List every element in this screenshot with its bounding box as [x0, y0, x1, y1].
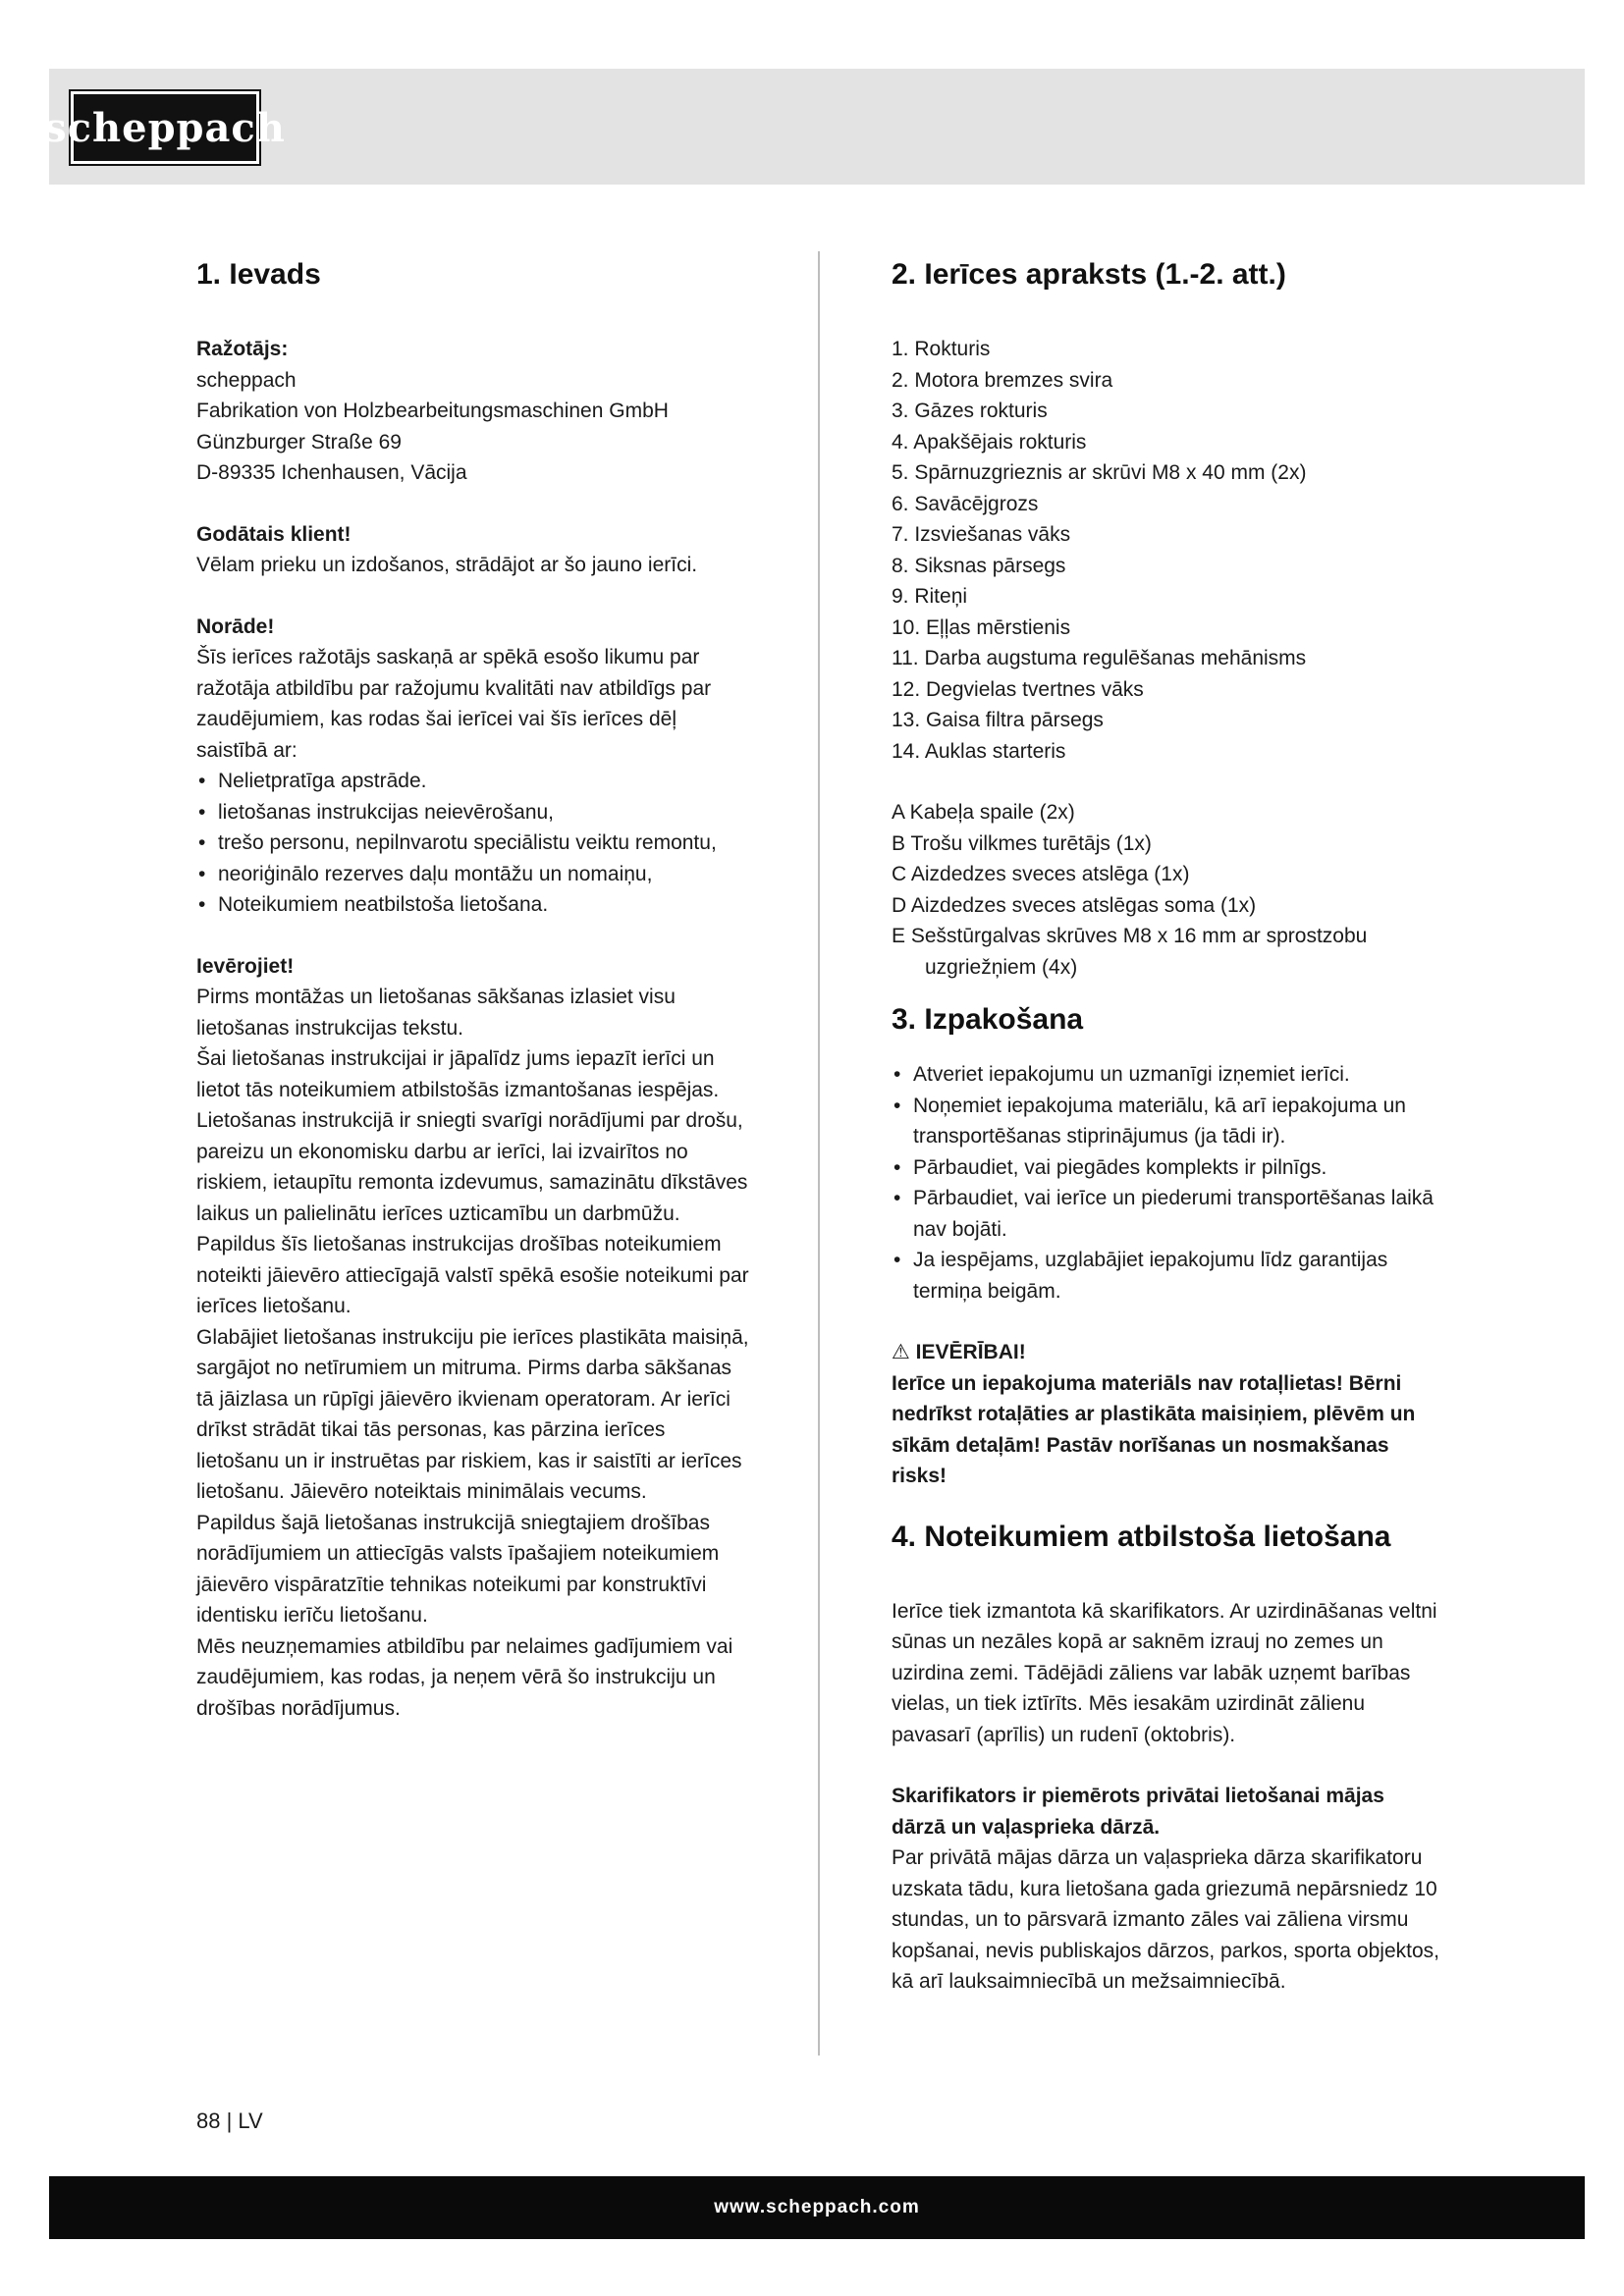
list-item: • Noņemiet iepakojuma materiālu, kā arī iepakojuma un transportēšanas stiprinājumus (ja tādi ir).: [892, 1091, 1441, 1152]
list-item: 1. Rokturis: [892, 338, 991, 360]
warning-heading: [892, 1337, 1441, 1368]
list-item: 7. Izsviešanas vāks: [892, 523, 1071, 546]
right-column: [892, 251, 1441, 1998]
list-item: • Atveriet iepakojumu un uzmanīgi izņemiet ierīci.: [892, 1059, 1441, 1091]
private-use-label: Skarifikators ir piemērots privātai lietošanai mājas dārzā un vaļasprieka dārzā.: [892, 1785, 1384, 1839]
list-item: 2. Motora bremzes svira: [892, 368, 1113, 392]
list-item: • lietošanas instrukcijas neievērošanu,: [196, 797, 752, 828]
greeting-label: Godātais klient!: [196, 522, 352, 546]
section-1-title: 1. Ievads: [196, 258, 321, 291]
list-item: C Aizdedzes sveces atslēga (1x): [892, 863, 1190, 885]
column-divider: [818, 251, 820, 2056]
list-item: E Sešstūrgalvas skrūves M8 x 16 mm ar sprostzobu: [892, 925, 1368, 947]
manufacturer-line: scheppach: [196, 368, 297, 392]
list-item: 11. Darba augstuma regulēšanas mehānisms: [892, 647, 1307, 669]
list-item: 9. Riteņi: [892, 585, 968, 608]
section-4-title: 4. Noteikumiem atbilstoša lietošana: [892, 1520, 1391, 1553]
section-2-title: 2. Ierīces apraksts (1.-2. att.): [892, 258, 1286, 291]
left-column: [196, 251, 752, 1724]
brand-logo: scheppach: [71, 91, 259, 164]
note-text: Šīs ierīces ražotājs saskaņā ar spēkā esošo likumu par ražotāja atbildību par ražojumu kvalitāti nav atbildīgs par zaudējumiem, kas rodas šai ierīcei vai šīs ierīces dēļ saistībā ar:: [196, 646, 712, 762]
footer-band: [49, 2176, 1585, 2239]
accessories-list: [892, 797, 1441, 983]
manufacturer-line: Fabrikation von Holzbearbeitungsmaschinen GmbH: [196, 400, 669, 422]
list-item: • Pārbaudiet, vai ierīce un piederumi transportēšanas laikā nav bojāti.: [892, 1183, 1441, 1245]
warning-title: IEVĒRĪBAI!: [915, 1341, 1026, 1363]
attention-paragraph: Lietošanas instrukcijā ir sniegti svarīgi norādījumi par drošu, pareizu un ekonomisku darbu ar ierīci, lai izvairītos no riskiem, ietaupītu remonta izdevumus, samazinātu dīkstāves laikus un palielinātu ierīces uzticamību un darbmūžu.: [196, 1109, 748, 1225]
attention-paragraph: Šai lietošanas instrukcijai ir jāpalīdz jums iepazīt ierīci un lietot tās noteikumiem atbilstošās izmantošanas iespējas.: [196, 1047, 720, 1101]
manufacturer-line: Günzburger Straße 69: [196, 430, 402, 454]
list-item: A Kabeļa spaile (2x): [892, 801, 1075, 824]
private-use-text: Par privātā mājas dārza un vaļasprieka dārza skarifikatoru uzskata tādu, kura lietošana gada griezumā nepārsniedz 10 stundas, un to pārsvarā izmanto zāles vai zāliena virsmu kopšanai, nevis publiskajos dārzos, parkos, sporta objektos, kā arī lauksaimniecībā un mežsaimniecībā.: [892, 1846, 1439, 1993]
list-item: 6. Savācējgrozs: [892, 492, 1039, 515]
list-item: B Trošu vilkmes turētājs (1x): [892, 831, 1152, 855]
attention-paragraph: Mēs neuzņemamies atbildību par nelaimes gadījumiem vai zaudējumiem, kas rodas, ja neņem vērā šo instrukciju un drošības norādījumus.: [196, 1634, 733, 1720]
list-item: • trešo personu, nepilnvarotu speciālistu veiktu remontu,: [196, 828, 752, 859]
list-item: • Noteikumiem neatbilstoša lietošana.: [196, 889, 752, 921]
website-link[interactable]: www.scheppach.com: [714, 2197, 920, 2217]
list-item: • Nelietpratīga apstrāde.: [196, 766, 752, 797]
use-text: Ierīce tiek izmantota kā skarifikators. Ar uzirdināšanas veltni sūnas un nezāles kopā ar saknēm izrauj no zemes un uzirdina zemi. Tādējādi zāliens var labāk uzņemt barības vielas, un tiek iztīrīts. Mēs iesakām uzirdināt zālienu pavasarī (aprīlis) un rudenī (oktobris).: [892, 1599, 1437, 1746]
attention-paragraph: Papildus šajā lietošanas instrukcijā sniegtajiem drošības norādījumiem un attiecīgās valsts īpašajiem noteikumiem jāievēro vispāratzītie tehnikas noteikumi par konstruktīvi identisku ierīču lietošanu.: [196, 1511, 720, 1627]
list-item: • neoriģinālo rezerves daļu montāžu un nomaiņu,: [196, 859, 752, 890]
list-item: 10. Eļļas mērstienis: [892, 615, 1071, 639]
attention-paragraph: Papildus šīs lietošanas instrukcijas drošības noteikumiem noteikti jāievēro attiecīgajā valstī spēkā esošie noteikumi par ierīces lietošanu.: [196, 1233, 749, 1317]
list-item: 13. Gaisa filtra pārsegs: [892, 709, 1104, 731]
list-item: 5. Spārnuzgrieznis ar skrūvi M8 x 40 mm (2x): [892, 461, 1307, 484]
warning-text: Ierīce un iepakojuma materiāls nav rotaļlietas! Bērni nedrīkst rotaļāties ar plastikāta maisiņiem, plēvēm un sīkām detaļām! Pastāv norīšanas un nosmakšanas risks!: [892, 1371, 1416, 1487]
list-item: D Aizdedzes sveces atslēgas soma (1x): [892, 893, 1257, 917]
list-item: 4. Apakšējais rokturis: [892, 430, 1087, 454]
page-number: 88 | LV: [196, 2109, 263, 2133]
parts-list: [892, 334, 1441, 767]
section-3-title: 3. Izpakošana: [892, 1003, 1084, 1036]
list-item-continuation: uzgriežņiem (4x): [925, 955, 1078, 979]
list-item: 14. Auklas starteris: [892, 739, 1066, 763]
manufacturer-label: Ražotājs:: [196, 338, 289, 360]
warning-triangle-icon: ⚠: [892, 1341, 910, 1363]
attention-paragraph: Pirms montāžas un lietošanas sākšanas izlasiet visu lietošanas instrukcijas tekstu.: [196, 986, 676, 1040]
list-item: 12. Degvielas tvertnes vāks: [892, 677, 1144, 701]
manufacturer-line: D-89335 Ichenhausen, Vācija: [196, 461, 467, 484]
attention-label: Ievērojiet!: [196, 954, 295, 978]
list-item: 3. Gāzes rokturis: [892, 400, 1048, 422]
list-item: 8. Siksnas pārsegs: [892, 554, 1066, 577]
unpack-bullet-list: [892, 1059, 1441, 1307]
list-item: • Pārbaudiet, vai piegādes komplekts ir pilnīgs.: [892, 1152, 1441, 1184]
attention-paragraph: Glabājiet lietošanas instrukciju pie ierīces plastikāta maisiņā, sargājot no netīrumiem un mitruma. Pirms darba sākšanas tā jāizlasa un rūpīgi jāievēro ikvienam operatoram. Ar ierīci drīkst strādāt tikai tās personas, kas pārzina ierīces lietošanu un ir instruētas par riskiem, kas ir saistīti ar ierīces lietošanu. Jāievēro noteiktais minimālais vecums.: [196, 1325, 749, 1503]
greeting-text: Vēlam prieku un izdošanos, strādājot ar šo jauno ierīci.: [196, 554, 698, 576]
list-item: • Ja iespējams, uzglabājiet iepakojumu līdz garantijas termiņa beigām.: [892, 1245, 1441, 1307]
note-label: Norāde!: [196, 614, 275, 638]
note-bullet-list: [196, 766, 752, 921]
